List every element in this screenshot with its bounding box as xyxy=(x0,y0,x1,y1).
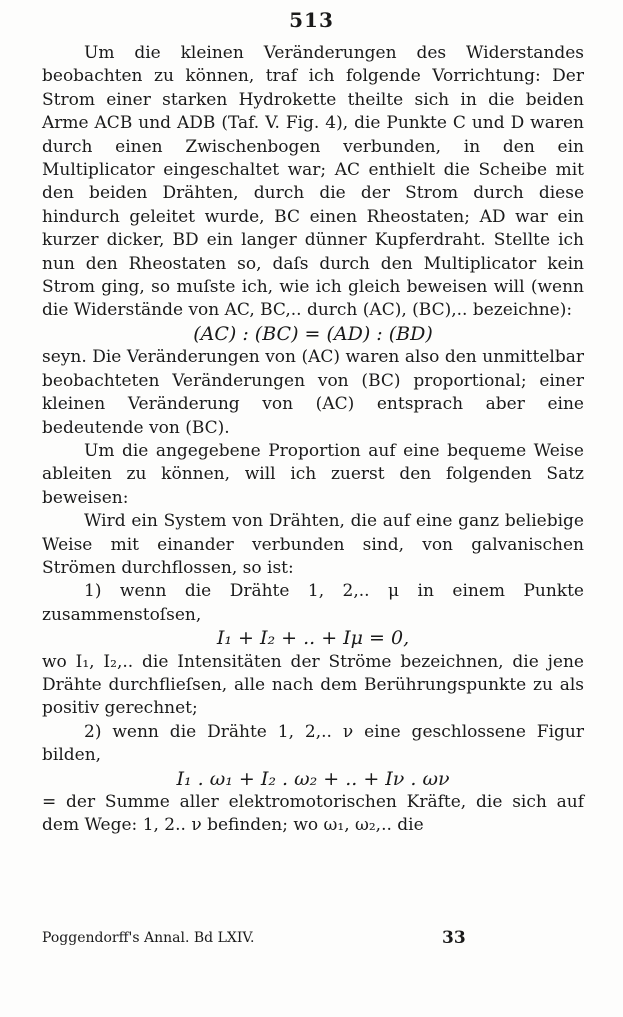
paragraph-condition-2: 2) wenn die Drähte 1, 2,.. ν eine geschlossene Figur bilden, xyxy=(42,721,584,766)
page-number: 513 xyxy=(289,8,334,32)
paragraph-proportion-intro: Um die angegebene Proportion auf eine bequeme Weise ableiten zu können, will ich zuerst den folgenden Satz beweisen: xyxy=(42,440,584,508)
paragraph-theorem: Wird ein System von Drähten, die auf eine ganz beliebige Weise mit einander verbunden sind, von galvanischen Strömen durchflossen, so ist: xyxy=(42,511,584,578)
paragraph-emf-sum: = der Summe aller elektromotorischen Kräfte, die sich auf dem Wege: 1, 2.. ν befinden; wo ω₁, ω₂,.. die xyxy=(42,792,584,836)
paragraph-changes: seyn. Die Veränderungen von (AC) waren also den unmittelbar beobachteten Veränderungen von (BC) proportional; einer kleinen Veränderung von (AC) entsprach aber eine bedeutende von (BC). xyxy=(42,347,584,438)
formula-current-sum: I₁ + I₂ + .. + Iμ = 0, xyxy=(216,627,410,650)
paragraph-condition-1: 1) wenn die Drähte 1, 2,.. μ in einem Punkte zusammenstoſsen, xyxy=(42,581,584,625)
formula-closed-figure: I₁ . ω₁ + I₂ . ω₂ + .. + Iν . ων xyxy=(176,767,450,790)
footer-journal: Poggendorff's Annal. Bd LXIV. xyxy=(42,930,255,946)
formula-proportion: (AC) : (BC) = (AD) : (BD) xyxy=(193,322,433,345)
body-text xyxy=(42,42,584,838)
footer-signature: 33 xyxy=(442,928,466,948)
paragraph-apparatus: Um die kleinen Veränderungen des Widerstandes beobachten zu können, traf ich folgende Vorrichtung: Der Strom einer starken Hydrokette theilte sich in die beiden Arme ACB und ADB (Taf. V. Fig. 4), die Punkte C und D waren durch einen Zwischenbogen verbunden, in den ein Multiplicator eingeschaltet war; AC enthielt die Scheibe mit den beiden Drähten, durch die der Strom durch diese hindurch geleitet wurde, BC einen Rheostaten; AD war ein kurzer dicker, BD ein langer dünner Kupferdraht. Stellte ich nun den Rheostaten so, daſs durch den Multiplicator kein Strom ging, so muſste ich, wie ich gleich beweisen will (wenn die Widerstände von AC, BC,.. durch (AC), (BC),.. bezeichne): xyxy=(42,43,584,321)
paragraph-intensities: wo I₁, I₂,.. die Intensitäten der Ströme bezeichnen, die jene Drähte durchflieſsen, alle nach dem Berührungspunkte zu als positiv gerechnet; xyxy=(42,651,584,719)
